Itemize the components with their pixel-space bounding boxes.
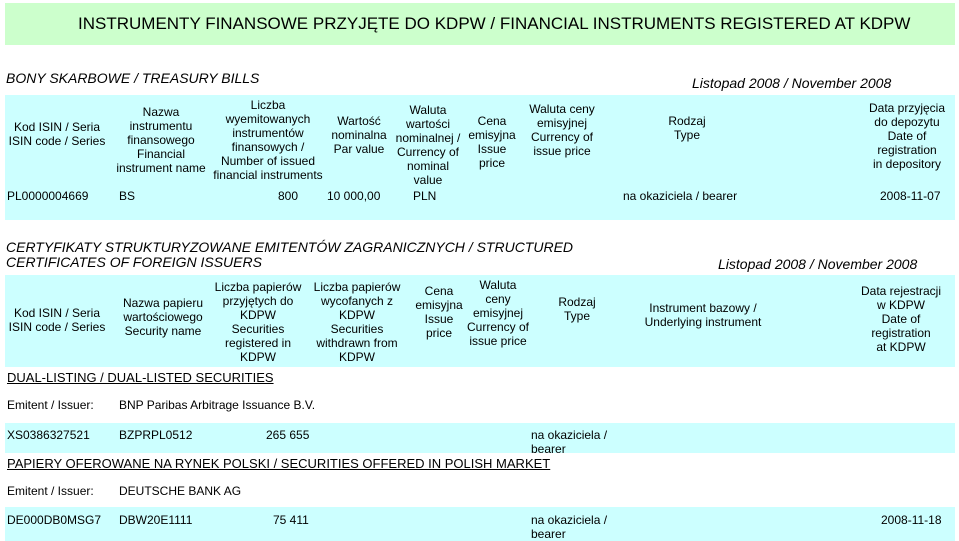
offered-row-security-name: DBW20E1111 xyxy=(119,513,193,527)
section-structured-certificates-date: Listopad 2008 / November 2008 xyxy=(718,256,918,272)
header-issue-price-currency: Waluta ceny emisyjnej Currency of issue price xyxy=(529,102,595,158)
dual-row-registered-count: 265 655 xyxy=(266,428,310,442)
page-title: INSTRUMENTY FINANSOWE PRZYJĘTE DO KDPW / FINANCIAL INSTRUMENTS REGISTERED AT KDPW xyxy=(78,14,911,33)
header2-issue-price-currency: Waluta ceny emisyjnej Currency of issue price xyxy=(466,278,530,348)
offered-heading: PAPIERY OFEROWANE NA RYNEK POLSKI / SECURITIES OFFERED IN POLISH MARKET xyxy=(7,456,551,471)
section-treasury-bills-date: Listopad 2008 / November 2008 xyxy=(692,75,892,91)
header2-security-name: Nazwa papieru wartościowego Security name xyxy=(122,296,204,338)
offered-row-isin: DE000DB0MSG7 xyxy=(7,513,102,527)
offered-row-registration-date: 2008-11-18 xyxy=(881,513,942,527)
dual-row-type: na okaziciela / bearer xyxy=(531,428,608,456)
header2-type: Rodzaj Type xyxy=(558,295,596,323)
offered-issuer-name: DEUTSCHE BANK AG xyxy=(119,484,242,498)
offered-row-type: na okaziciela / bearer xyxy=(531,513,608,541)
row-type: na okaziciela / bearer xyxy=(623,189,738,203)
row-issued-count: 800 xyxy=(278,189,299,203)
header-isin: Kod ISIN / Seria ISIN code / Series xyxy=(8,120,106,148)
header-instrument-name: Nazwa instrumentu finansowego Financial instrument name xyxy=(116,105,206,175)
row-nominal-currency: PLN xyxy=(413,189,437,203)
dual-issuer-name: BNP Paribas Arbitrage Issuance B.V. xyxy=(119,398,316,412)
row-par-value: 10 000,00 xyxy=(327,189,381,203)
dual-listing-heading: DUAL-LISTING / DUAL-LISTED SECURITIES xyxy=(7,370,274,385)
section-treasury-bills-heading: BONY SKARBOWE / TREASURY BILLS xyxy=(6,70,260,86)
offered-issuer-label: Emitent / Issuer: xyxy=(7,484,94,498)
header-registration-date: Data przyjęcia do depozytu Date of registration in depository xyxy=(868,101,946,171)
header-nominal-currency: Waluta wartości nominalnej / Currency of nominal value xyxy=(395,103,461,187)
header-par-value: Wartość nominalna Par value xyxy=(331,114,387,156)
header-type: Rodzaj Type xyxy=(668,114,706,142)
header2-registration-date: Data rejestracji w KDPW Date of registration at KDPW xyxy=(860,284,942,354)
page-title-bar xyxy=(5,3,955,45)
header-issued-count: Liczba wyemitowanych instrumentów finansowych / Number of issued financial instruments xyxy=(213,98,323,182)
dual-row-security-name: BZPRPL0512 xyxy=(119,428,193,442)
row-isin: PL0000004669 xyxy=(7,189,89,203)
section-structured-certificates-heading: CERTYFIKATY STRUKTURYZOWANE EMITENTÓW ZAGRANICZNYCH / STRUCTURED CERTIFICATES OF FOREIGN ISSUERS xyxy=(6,239,574,270)
header2-withdrawn-count: Liczba papierów wycofanych z KDPW Securities withdrawn from KDPW xyxy=(313,280,401,364)
header2-issue-price: Cena emisyjna Issue price xyxy=(415,284,463,340)
header2-underlying-instrument: Instrument bazowy / Underlying instrument xyxy=(644,301,762,329)
row-registration-date: 2008-11-07 xyxy=(880,189,941,203)
header-issue-price: Cena emisyjna Issue price xyxy=(468,114,516,170)
header2-isin: Kod ISIN / Seria ISIN code / Series xyxy=(8,306,106,334)
row-instrument-name: BS xyxy=(119,189,136,203)
offered-row-registered-count: 75 411 xyxy=(273,513,309,527)
header2-registered-count: Liczba papierów przyjętych do KDPW Securities registered in KDPW xyxy=(214,280,302,364)
dual-issuer-label: Emitent / Issuer: xyxy=(7,398,94,412)
dual-row-isin: XS0386327521 xyxy=(7,428,90,442)
